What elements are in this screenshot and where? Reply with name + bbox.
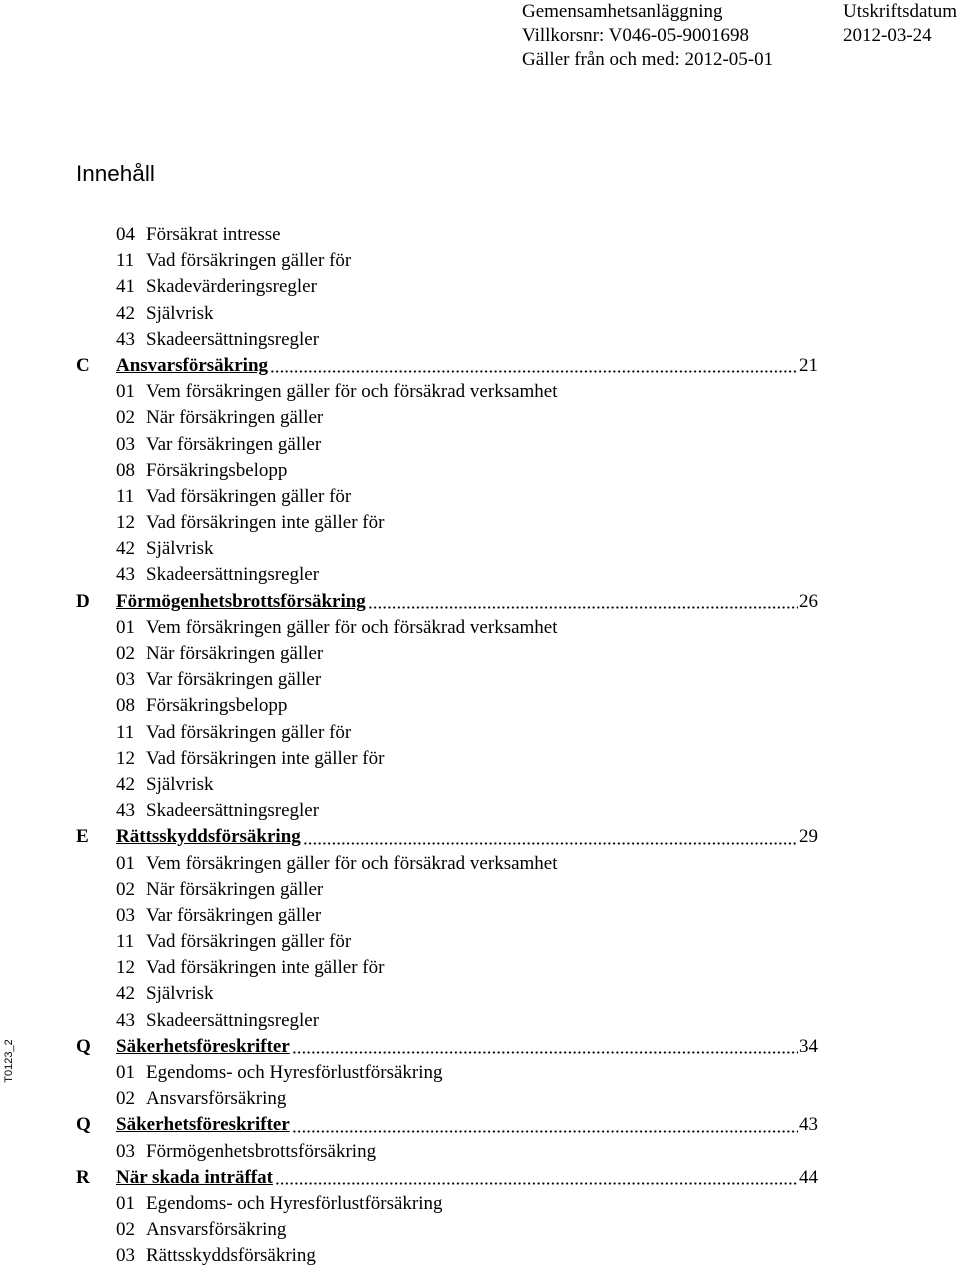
toc-section-link[interactable] <box>76 1165 818 1191</box>
toc-item-number: 43 <box>116 328 135 350</box>
toc-item-number: 42 <box>116 538 135 560</box>
toc-item <box>76 798 818 824</box>
toc-item-number: 43 <box>116 800 135 822</box>
toc-item-number: 02 <box>116 407 135 429</box>
toc-item-text: När försäkringen gäller <box>146 407 324 429</box>
toc-item-number: 01 <box>116 616 135 638</box>
toc-item-text: Försäkringsbelopp <box>146 695 288 717</box>
toc-section-link[interactable] <box>76 824 818 850</box>
toc-item-number: 42 <box>116 302 135 324</box>
toc-item-number: 03 <box>116 1140 135 1162</box>
toc-item-number: 12 <box>116 957 135 979</box>
toc-item-text: Vad försäkringen gäller för <box>146 721 352 743</box>
toc-item-text: Egendoms- och Hyresförlustförsäkring <box>146 1062 443 1083</box>
section-title: Ansvarsförsäkring <box>116 354 269 376</box>
section-letter: C <box>76 354 90 376</box>
toc-item <box>76 458 818 484</box>
toc-item-number: 02 <box>116 643 135 664</box>
toc-item-number: 01 <box>116 1192 135 1214</box>
policy-number: Villkorsnr: V046-05-9001698 <box>522 25 750 46</box>
toc-item-number: 08 <box>116 695 135 717</box>
toc-item <box>76 484 818 510</box>
toc-item-number: 41 <box>116 276 135 298</box>
table-of-contents <box>76 222 818 1270</box>
toc-item-number: 03 <box>116 433 135 455</box>
toc-item <box>76 1243 818 1269</box>
toc-item-text: Var försäkringen gäller <box>146 669 322 691</box>
toc-item <box>76 667 818 693</box>
toc-item-number: 11 <box>116 250 135 272</box>
valid-from-date: Gäller från och med: 2012-05-01 <box>522 49 774 70</box>
toc-item-number: 11 <box>116 485 135 507</box>
toc-item <box>76 274 818 300</box>
toc-item-text: Vem försäkringen gäller för och försäkrad verksamhet <box>146 381 558 403</box>
toc-item <box>76 536 818 562</box>
toc-item-text: Försäkringsbelopp <box>146 459 288 481</box>
toc-item-number: 11 <box>116 931 135 953</box>
toc-item <box>76 641 818 667</box>
toc-item-number: 08 <box>116 459 135 481</box>
toc-item-number: 03 <box>116 669 135 691</box>
section-title: När skada inträffat <box>116 1166 273 1188</box>
toc-item-number: 01 <box>116 381 135 403</box>
page-number: 34 <box>799 1035 818 1057</box>
toc-item-text: När försäkringen gäller <box>146 878 324 900</box>
section-title: Säkerhetsföreskrifter <box>116 1114 290 1136</box>
toc-item-text: Självrisk <box>146 538 214 560</box>
toc-item <box>76 929 818 955</box>
toc-item-number: 12 <box>116 512 135 534</box>
dot-leader <box>303 824 798 850</box>
toc-item-number: 42 <box>116 983 135 1005</box>
toc-item <box>76 903 818 929</box>
toc-item-number: 42 <box>116 773 135 795</box>
dot-leader <box>292 1034 798 1060</box>
page-title: Innehåll <box>76 161 155 186</box>
dot-leader <box>275 1165 798 1191</box>
toc-item-text: Var försäkringen gäller <box>146 904 322 926</box>
toc-item <box>76 432 818 458</box>
section-title: Förmögenhetsbrottsförsäkring <box>116 590 366 612</box>
toc-item <box>76 877 818 903</box>
toc-item-number: 03 <box>116 904 135 926</box>
toc-item <box>76 1217 818 1243</box>
toc-item-text: Vem försäkringen gäller för och försäkrad verksamhet <box>146 616 558 638</box>
toc-item-text: Vad försäkringen gäller för <box>146 931 352 953</box>
toc-item-text: Skadeersättningsregler <box>146 1009 320 1031</box>
toc-section-link[interactable] <box>76 1112 818 1138</box>
toc-item <box>76 248 818 274</box>
toc-section-link[interactable] <box>76 1034 818 1060</box>
toc-item <box>76 222 818 248</box>
toc-item-number: 12 <box>116 747 135 769</box>
toc-item-text: Försäkrat intresse <box>146 224 281 245</box>
toc-item <box>76 772 818 798</box>
toc-item <box>76 1060 818 1086</box>
toc-item-text: Självrisk <box>146 983 214 1005</box>
toc-item <box>76 615 818 641</box>
toc-item <box>76 1191 818 1217</box>
section-title: Rättsskyddsförsäkring <box>116 826 301 848</box>
toc-item <box>76 693 818 719</box>
toc-item <box>76 562 818 588</box>
toc-item-number: 11 <box>116 721 135 743</box>
toc-item-number: 02 <box>116 1088 135 1110</box>
toc-section-link[interactable] <box>76 589 818 615</box>
document-code: T0123_2 <box>3 1039 15 1083</box>
document-header-right <box>843 0 957 48</box>
page-number: 29 <box>799 826 818 848</box>
section-title: Säkerhetsföreskrifter <box>116 1035 290 1057</box>
section-letter: D <box>76 590 90 612</box>
toc-item-text: När försäkringen gäller <box>146 643 324 664</box>
section-letter: Q <box>76 1035 91 1057</box>
toc-item-text: Förmögenhetsbrottsförsäkring <box>146 1140 377 1162</box>
toc-item <box>76 981 818 1007</box>
toc-item-text: Skadevärderingsregler <box>146 276 317 298</box>
toc-item-number: 04 <box>116 224 135 245</box>
toc-item-text: Självrisk <box>146 773 214 795</box>
print-date: 2012-03-24 <box>843 25 932 46</box>
toc-item <box>76 1086 818 1112</box>
toc-item <box>76 510 818 536</box>
toc-item-text: Vad försäkringen inte gäller för <box>146 512 385 534</box>
document-header-left <box>522 0 773 72</box>
toc-item <box>76 327 818 353</box>
toc-item-number: 43 <box>116 564 135 586</box>
toc-item-text: Skadeersättningsregler <box>146 564 320 586</box>
toc-item <box>76 301 818 327</box>
dot-leader <box>368 589 798 615</box>
section-letter: R <box>76 1166 90 1188</box>
toc-item <box>76 746 818 772</box>
page-number: 21 <box>799 354 818 376</box>
toc-item-text: Ansvarsförsäkring <box>146 1088 287 1110</box>
page-number: 43 <box>799 1114 818 1136</box>
toc-item-number: 02 <box>116 878 135 900</box>
toc-item-number: 01 <box>116 1062 135 1083</box>
toc-item <box>76 851 818 877</box>
toc-item-number: 43 <box>116 1009 135 1031</box>
header-title: Gemensamhetsanläggning <box>522 1 723 22</box>
toc-item <box>76 1139 818 1165</box>
toc-item-text: Egendoms- och Hyresförlustförsäkring <box>146 1192 443 1214</box>
toc-item-text: Ansvarsförsäkring <box>146 1219 287 1241</box>
toc-item-number: 01 <box>116 852 135 874</box>
toc-item-text: Självrisk <box>146 302 214 324</box>
toc-item-text: Vem försäkringen gäller för och försäkrad verksamhet <box>146 852 558 874</box>
page-number: 44 <box>799 1166 818 1188</box>
toc-item-text: Vad försäkringen inte gäller för <box>146 747 385 769</box>
toc-section-link[interactable] <box>76 353 818 379</box>
page-number: 26 <box>799 590 818 612</box>
print-date-label: Utskriftsdatum <box>843 1 957 22</box>
dot-leader <box>292 1112 798 1138</box>
toc-item <box>76 955 818 981</box>
toc-item-number: 03 <box>116 1245 135 1267</box>
toc-item-text: Rättsskyddsförsäkring <box>146 1245 316 1267</box>
dot-leader <box>270 353 798 379</box>
toc-item-text: Vad försäkringen gäller för <box>146 250 352 272</box>
toc-item-number: 02 <box>116 1219 135 1241</box>
toc-item-text: Var försäkringen gäller <box>146 433 322 455</box>
toc-item <box>76 379 818 405</box>
toc-item <box>76 720 818 746</box>
toc-item-text: Vad försäkringen inte gäller för <box>146 957 385 979</box>
section-letter: E <box>76 826 89 848</box>
toc-item-text: Skadeersättningsregler <box>146 800 320 822</box>
toc-item <box>76 405 818 431</box>
section-letter: Q <box>76 1114 91 1136</box>
toc-item-text: Vad försäkringen gäller för <box>146 485 352 507</box>
toc-item <box>76 1008 818 1034</box>
toc-item-text: Skadeersättningsregler <box>146 328 320 350</box>
